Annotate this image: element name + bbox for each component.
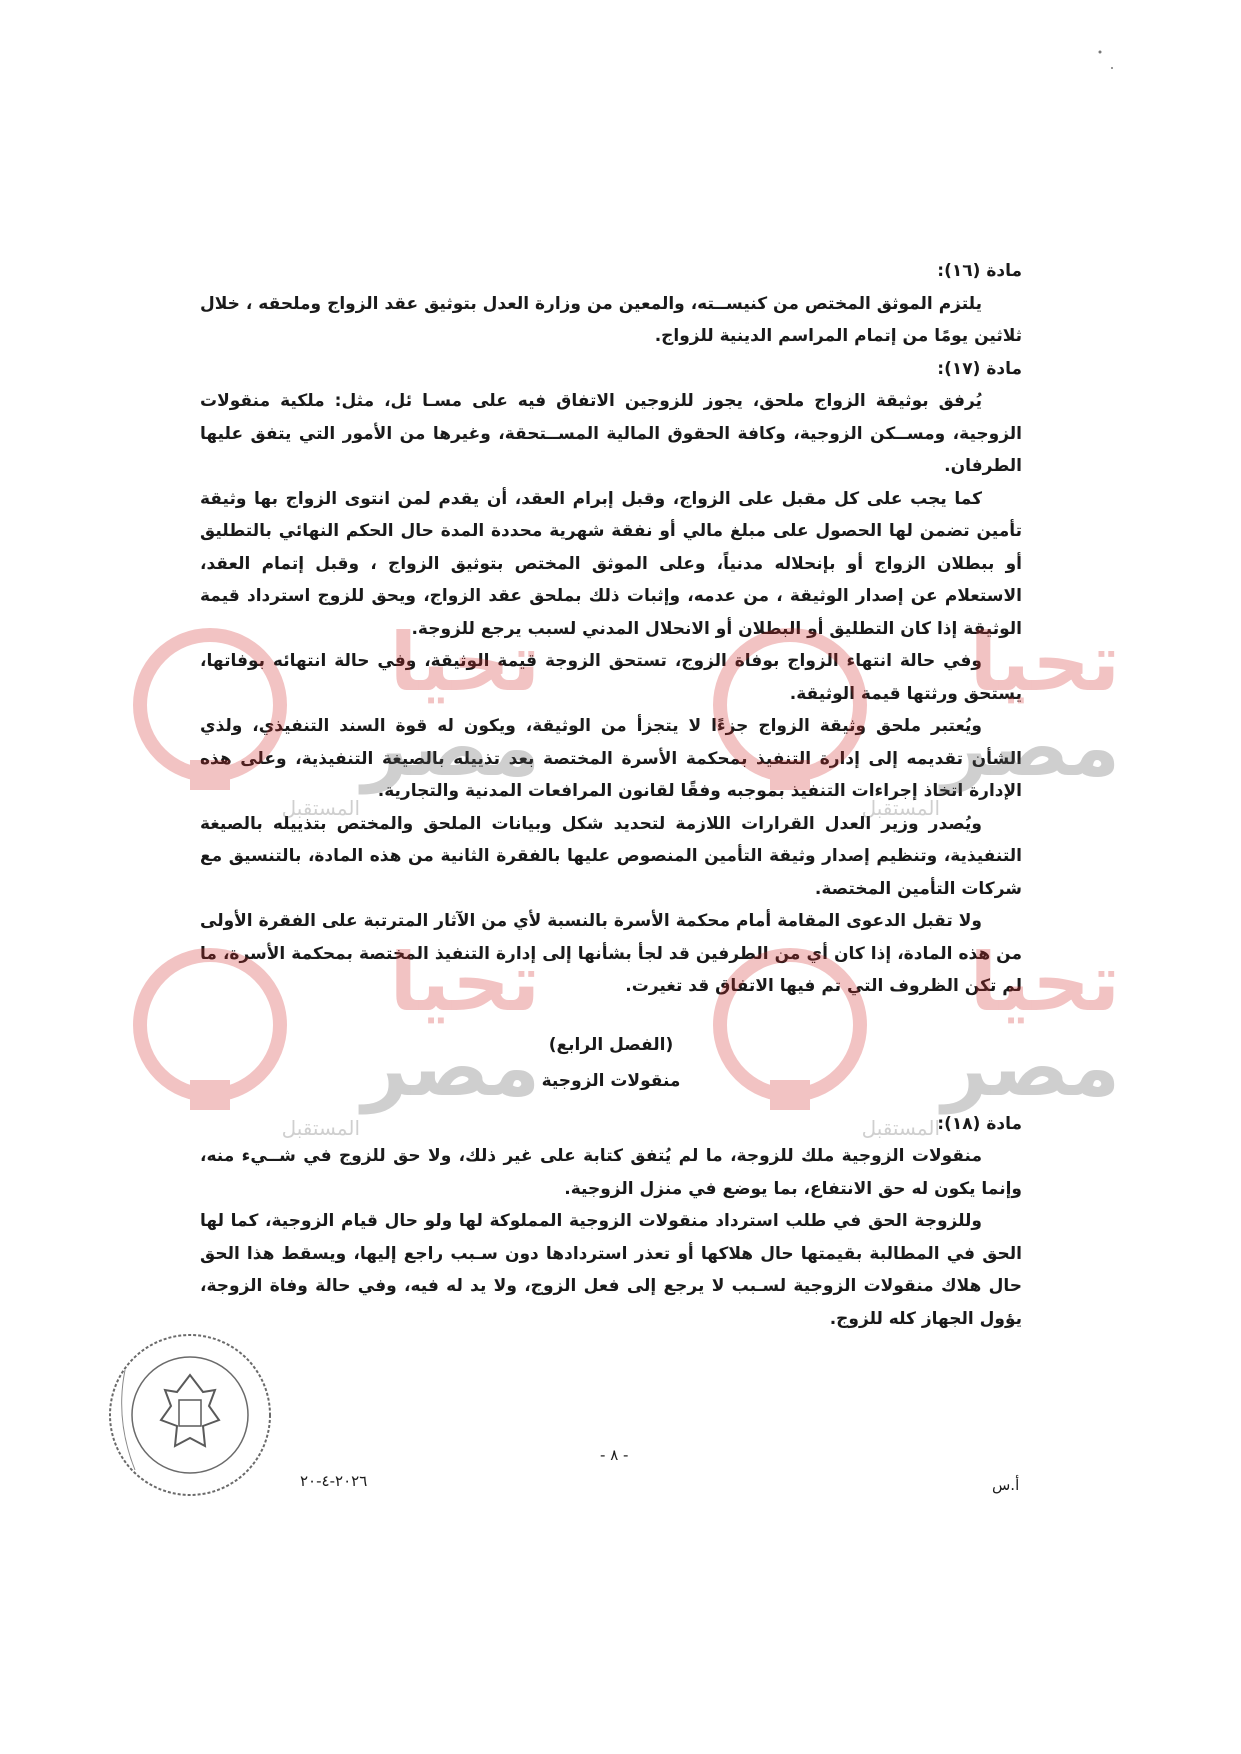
chapter-subtitle: منقولات الزوجية — [541, 1071, 681, 1091]
article-17-paragraph-4: ويُعتبر ملحق وثيقة الزواج جزءًا لا يتجزأ من الوثيقة، ويكون له قوة السند التنفيذي، ولذي الشأن تقديمه إلى إدارة التنفيذ بمحكمة الأسرة المختصة بعد تذييله بالصيغة التنفيذية، وعلى هذه الإدارة اتخاذ إجراءات التنفيذ بموجبه وفقًا لقانون المرافعات المدنية والتجارية. — [200, 716, 1022, 801]
svg-text:تحيا: تحيا — [969, 936, 1120, 1029]
svg-text:تحيا: تحيا — [969, 616, 1120, 709]
article-17-paragraph-1: يُرفق بوثيقة الزواج ملحق، يجوز للزوجين الاتفاق فيه على مسـا ئل، مثل: ملكية منقولات الزوجية، ومســكن الزوجية، وكافة الحقوق المالية المســتحقة، وغيرها من الأمور التي يتفق عليها الطرفان. — [200, 391, 1022, 476]
svg-text:مصر: مصر — [361, 701, 540, 794]
svg-text:تحيا: تحيا — [389, 936, 540, 1029]
article-18-paragraph-1: منقولات الزوجية ملك للزوجة، ما لم يُتفق كتابة على غير ذلك، ولا حق للزوج في شــيء منه، وإنما يكون له حق الانتفاع، بما يوضع في منزل الزوجية. — [200, 1146, 1022, 1199]
chapter-title: (الفصل الرابع) — [548, 1034, 674, 1055]
svg-text:المستقبل: المستقبل — [281, 796, 360, 820]
svg-text:مصر: مصر — [941, 1021, 1120, 1114]
svg-text:المستقبل: المستقبل — [861, 1116, 940, 1140]
svg-text:المستقبل: المستقبل — [861, 796, 940, 820]
article-17-paragraph-6: ولا تقبل الدعوى المقامة أمام محكمة الأسرة بالنسبة لأي من الآثار المترتبة على الفقرة الأولى من هذه المادة، إذا كان أي من الطرفين قد لجأ بشأنها إلى إدارة التنفيذ المختصة بمحكمة الأسرة، ما لم تكن الظروف التي تم فيها الاتفاق قد تغيرت. — [200, 911, 1022, 996]
svg-text:مصر: مصر — [941, 701, 1120, 794]
svg-text:مصر: مصر — [361, 1021, 540, 1114]
official-seal-stamp — [105, 1330, 275, 1500]
svg-text:المستقبل: المستقبل — [281, 1116, 360, 1140]
page-number: - ٨ - — [600, 1446, 629, 1464]
article-17-paragraph-5: ويُصدر وزير العدل القرارات اللازمة لتحديد شكل وبيانات الملحق والمختص بتذييله بالصيغة التنفيذية، وتنظيم إصدار وثيقة التأمين المنصوص عليها بالفقرة الثانية من هذه المادة، بالتنسيق مع شركات التأمين المختصة. — [200, 813, 1022, 899]
document-date: ٢٠٢٦-٤-٢٠ — [300, 1472, 368, 1490]
article-17-heading: مادة (١٧): — [937, 358, 1022, 379]
article-18-heading: مادة (١٨): — [937, 1113, 1022, 1134]
svg-text:تحيا: تحيا — [389, 616, 540, 709]
article-17-paragraph-3: وفي حالة انتهاء الزواج بوفاة الزوج، تستحق الزوجة قيمة الوثيقة، وفي حالة انتهائه بوفاتها، يستحق ورثتها قيمة الوثيقة. — [200, 651, 1022, 704]
author-initials: أ.س — [992, 1476, 1020, 1494]
document-body — [200, 255, 1022, 1335]
article-16-heading: مادة (١٦): — [937, 261, 1022, 281]
scan-mark-top-right — [1090, 40, 1130, 80]
article-18-paragraph-2: وللزوجة الحق في طلب استرداد منقولات الزوجية المملوكة لها ولو حال قيام الزوجية، كما لها الحق في المطالبة بقيمتها حال هلاكها أو تعذر استردادها دون سـبب راجع إليها، ويسقط هذا الحق حال هلاك منقولات الزوجية لسـبب لا يرجع إلى فعل الزوج، ولا يد له فيه، وفي حالة وفاة الزوجة، يؤول الجهاز كله للزوج. — [200, 1211, 1022, 1329]
article-16-paragraph-1: يلتزم الموثق المختص من كنيســته، والمعين من وزارة العدل بتوثيق عقد الزواج وملحقه ، خلال ثلاثين يومًا من إتمام المراسم الدينية للزواج. — [200, 293, 1022, 346]
article-17-paragraph-2: كما يجب على كل مقبل على الزواج، وقبل إبرام العقد، أن يقدم لمن انتوى الزواج بها وثيقة تأمين تضمن لها الحصول على مبلغ مالي أو نفقة شهرية محددة المدة حال الحكم النهائي بالتطليق أو ببطلان الزواج أو بإنحلاله مدنياً، وعلى الموثق المختص بتوثيق الزواج ، وقبل إتمام العقد، الاستعلام عن إصدار الوثيقة ، من عدمه، وإثبات ذلك بملحق عقد الزواج، ويحق للزوج استرداد قيمة الوثيقة إذا كان التطليق أو البطلان أو الانحلال المدني لسبب يرجع للزوجة. — [200, 488, 1022, 639]
